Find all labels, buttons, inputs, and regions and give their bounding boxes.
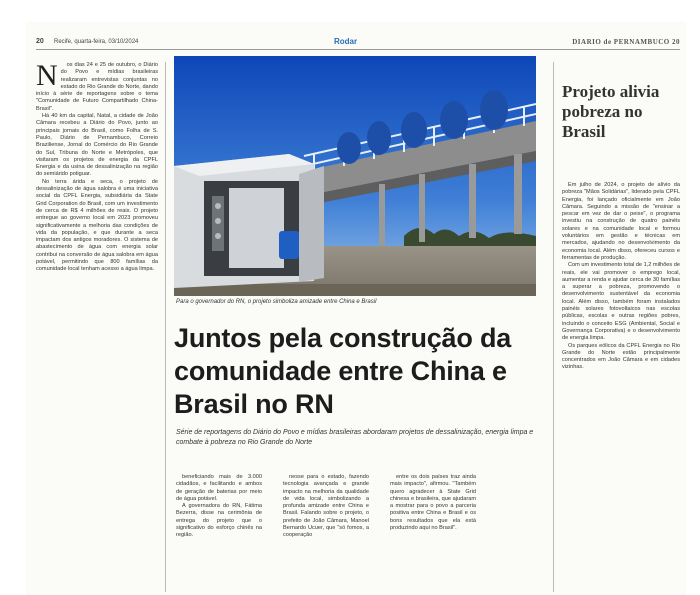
paragraph: Há 40 km da capital, Natal, a cidade de João Câmara recebeu a Diário do Povo, junto ao principais jornais do Brasil, como Folha de S. Paulo, Diário de Pernambuco, Correio Braziliense, Jornal do Comércio do Rio Grande do Sul, Tribuna do Norte e Metrópoles, que visitaram os projetos de energia da CPFL Energia e da usina de dessalinização na região do semiárido potiguar. bbox=[36, 113, 158, 178]
desalination-plant-photo bbox=[174, 56, 536, 296]
bottom-text-column-2 bbox=[283, 474, 369, 592]
newspaper-page bbox=[26, 22, 686, 595]
section-label: Rodar bbox=[334, 37, 358, 46]
sidebar-title: Projeto alivia pobreza no Brasil bbox=[562, 82, 660, 141]
column-divider bbox=[553, 62, 554, 592]
paragraph: os dias 24 e 25 de outubro, o Diário do Povo e mídias brasileiras realizaram entrevistas conjuntas no estado do Rio Grande do Norte, dando início à série de reportagens sobre o tema "Comunidade de Futuro Compartilhado China-Brasil". bbox=[36, 62, 158, 112]
paragraph: entre os dois países traz ainda mais impacto", afirmou. "Também quero agradecer à State Grid chinesa e brasileira, que ajudaram a mostrar para o povo a parceria positiva entre China e Brasil e os bons resultados que ela está produzindo aqui no Brasil". bbox=[390, 474, 476, 532]
sidebar-text-column bbox=[562, 182, 680, 592]
paragraph: beneficiando mais de 3.000 cidadãos, e facilitando e ambos de geração de baterias por meio de água potável. bbox=[176, 474, 262, 502]
left-text-column bbox=[36, 62, 158, 592]
page-number: 20 bbox=[36, 38, 44, 45]
photo-caption: Para o governador do RN, o projeto simboliza amizade entre China e Brasil bbox=[176, 299, 377, 305]
paragraph: No terra árida e seca, o projeto de dessalinização de água salobra é uma iniciativa social da CPFL Energia, subsidiária da State Grid Corporation do Brasil, com um investimento de cerca de R$ 4 milhões de reais. O projeto entregue ao governo local em 2023 promoveu significativamente a melhoria das condições de vida da população, e que durante a seca impactam dos antigos moradores. O sistema de abastecimento de água com energia solar contribui na conversão de água salobra em água potável, permitindo que 800 famílias da comunidade local tenham acesso a água limpa. bbox=[36, 178, 158, 273]
article-headline: Juntos pela construção da comunidade entre China e Brasil no RN bbox=[174, 323, 512, 419]
article-photo bbox=[174, 56, 536, 296]
paragraph: Em julho de 2024, o projeto de alívio da pobreza "Mãos Solidárias", liderado pela CPFL Energia, foi lançado oficialmente em João Câmara. Seguindo a missão de "ensinar a pescar em vez de dar o peixe", o programa investiu na construção de quatro painéis solares e na comunidade local e formou voluntários em gestão e técnicas em mercados, ajudando no desenvolvimento da economia local. Além disso, ofereceu cursos e ferramentas de produção. bbox=[562, 182, 680, 261]
article-deck: Série de reportagens do Diário do Povo e mídias brasileiras abordaram projetos de dessalinização, energia limpa e combate à pobreza no Rio Grande do Norte bbox=[176, 429, 534, 446]
bottom-text-column-1 bbox=[176, 474, 262, 592]
paragraph: Com um investimento total de 1,2 milhões de reais, ele vai promover o emprego local, aumentar a renda e ajudar cerca de 30 famílias a superar a pobreza, promovendo o desenvolvimento sustentável da economia local. Além disso, também foram instalados painéis solares fotovoltaicos nas escolas públicas, escolas e outras regiões pobres, incluindo o conceito ESG (Ambiental, Social e Governança Corporativa) e o desenvolvimento de energia limpa. bbox=[562, 262, 680, 342]
paragraph: A governadora do RN, Fátima Bezerra, disse na cerimônia de entrega do projeto que o significativo do esforço chinês na região. bbox=[176, 503, 262, 539]
drop-cap: N bbox=[36, 62, 58, 92]
column-divider bbox=[165, 62, 166, 592]
bottom-text-column-3 bbox=[390, 474, 476, 592]
page-date: Recife, quarta-feira, 03/10/2024 bbox=[54, 39, 139, 45]
page-header bbox=[36, 36, 680, 50]
paragraph: nesse para o estado, fazendo tecnologia avançada e grande impacto na melhoria da qualidade de vida local, simbolizando a profunda amizade entre China e Brasil. Falando sobre o projeto, o prefeito de João Câmara, Manoel Bernardo Ucuer, que "só fomos, a cooperação bbox=[283, 474, 369, 539]
masthead: DIARIO de PERNAMBUCO 20 bbox=[572, 38, 680, 46]
paragraph: Os parques eólicos da CPFL Energia no Rio Grande do Norte estão principalmente concentrados em João Câmara e em cidades vizinhas. bbox=[562, 342, 680, 371]
